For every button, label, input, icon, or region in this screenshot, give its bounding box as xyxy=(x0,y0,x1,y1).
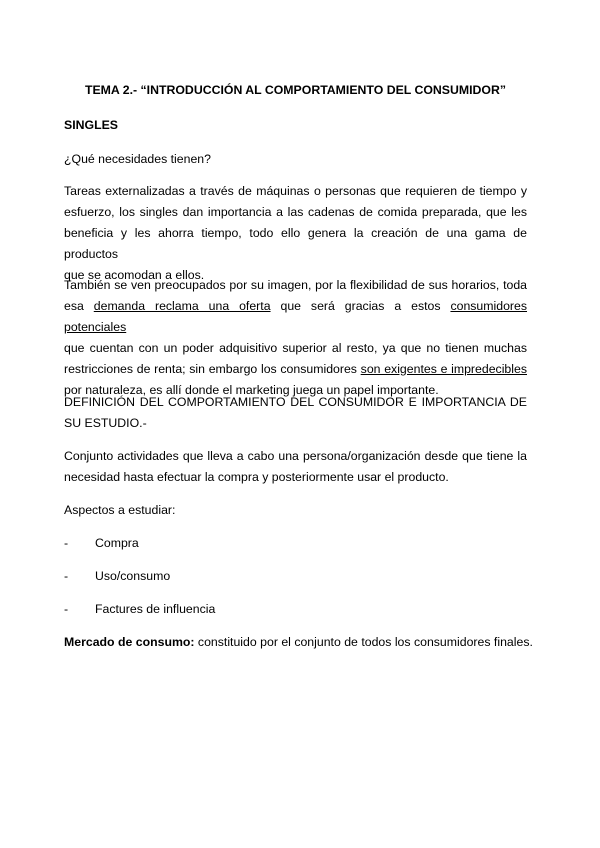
paragraph-line: por naturaleza, es allí donde el marketing juega un papel importante. xyxy=(64,383,439,397)
text-run: que será gracias a estos xyxy=(270,299,451,313)
underlined-phrase: demanda reclama una oferta xyxy=(93,299,271,313)
list-item-text: Compra xyxy=(95,536,139,550)
market-term: Mercado de consumo: xyxy=(64,635,195,649)
text-run: restricciones de renta; sin embargo los consumidores xyxy=(64,362,361,376)
paragraph-line: que se acomodan a ellos. xyxy=(64,268,205,282)
text-run: esa xyxy=(64,299,94,313)
paragraph-line: SU ESTUDIO.- xyxy=(64,416,147,430)
list-dash: - xyxy=(64,602,69,616)
list-dash: - xyxy=(64,569,69,583)
market-definition xyxy=(64,632,533,653)
market-definition-text: constituido por el conjunto de todos los consumidores finales. xyxy=(194,635,533,649)
underlined-phrase: consumidores potenciales xyxy=(64,299,528,334)
list-dash: - xyxy=(64,536,69,550)
question-text: ¿Qué necesidades tienen? xyxy=(64,152,211,166)
paragraph-line: necesidad hasta efectuar la compra y posteriormente usar el producto. xyxy=(64,470,449,484)
paragraph-tareas xyxy=(64,181,527,286)
aspects-label: Aspectos a estudiar: xyxy=(64,503,176,517)
paragraph-definicion-heading xyxy=(64,392,527,434)
paragraph-line xyxy=(64,359,527,380)
paragraph-line: DEFINICIÓN DEL COMPORTAMIENTO DEL CONSUMIDOR E IMPORTANCIA DE xyxy=(64,395,527,409)
paragraph-imagen xyxy=(64,275,527,401)
paragraph-line: esfuerzo, los singles dan importancia a las cadenas de comida preparada, que les xyxy=(64,205,527,219)
section-heading: SINGLES xyxy=(64,118,118,132)
paragraph-line xyxy=(64,296,527,338)
list-item-text: Factures de influencia xyxy=(95,602,216,616)
paragraph-line: que cuentan con un poder adquisitivo superior al resto, ya que no tienen muchas xyxy=(64,341,527,355)
paragraph-conjunto xyxy=(64,446,527,488)
paragraph-line: beneficia y les ahorra tiempo, todo ello genera la creación de una gama de productos xyxy=(64,226,527,261)
underlined-phrase: son exigentes e impredecibles xyxy=(360,362,527,376)
list-item-text: Uso/consumo xyxy=(95,569,171,583)
paragraph-line: También se ven preocupados por su imagen, por la flexibilidad de sus horarios, toda xyxy=(64,278,527,292)
paragraph-line: Tareas externalizadas a través de máquinas o personas que requieren de tiempo y xyxy=(64,184,527,198)
paragraph-line: Conjunto actividades que lleva a cabo una persona/organización desde que tiene la xyxy=(64,449,527,463)
document-title: TEMA 2.- “INTRODUCCIÓN AL COMPORTAMIENTO DEL CONSUMIDOR” xyxy=(84,83,507,97)
